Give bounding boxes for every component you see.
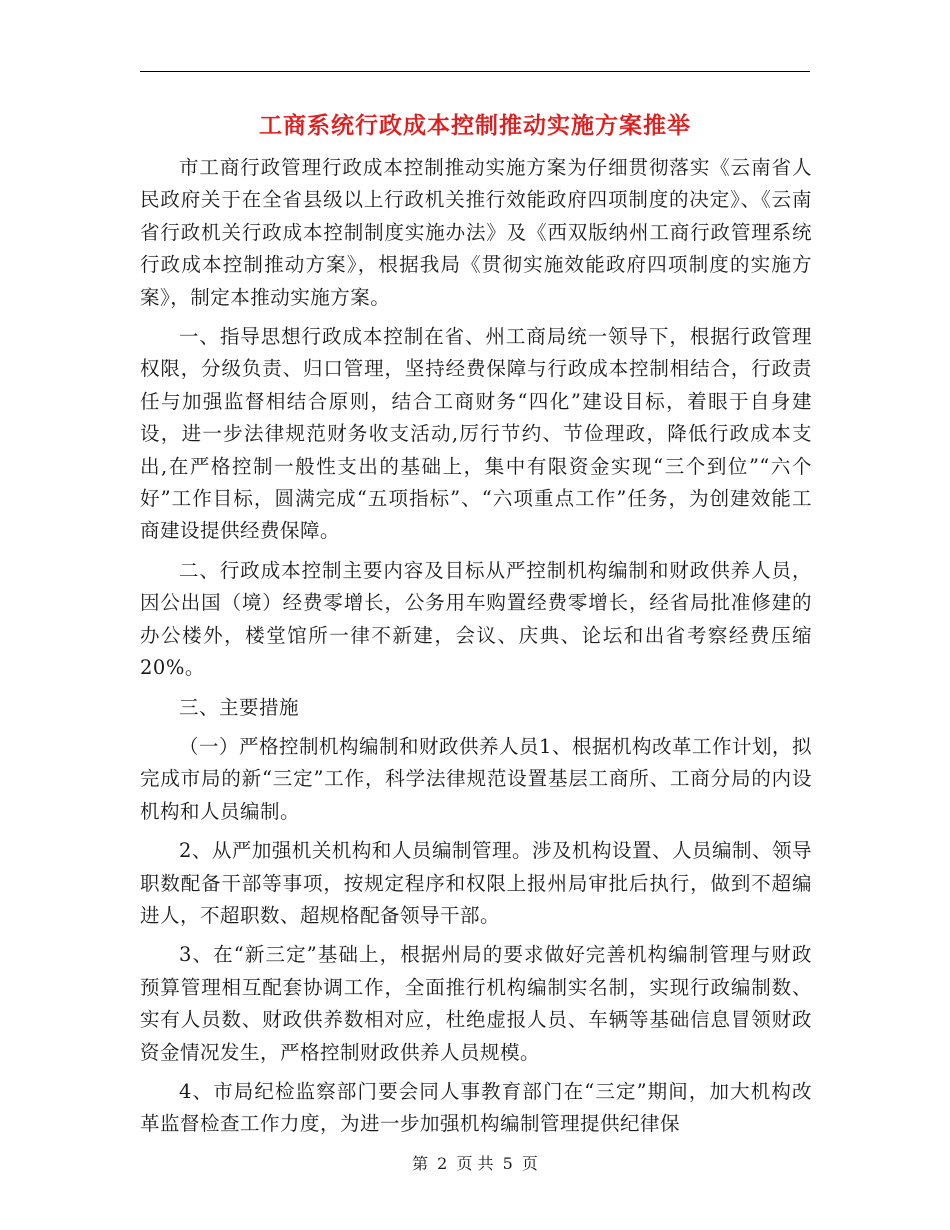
paragraph-measure-3: 3、在“新三定”基础上，根据州局的要求做好完善机构编制管理与财政预算管理相互配套协调工作，全面推行机构编制实名制，实现行政编制数、实有人员数、财政供养数相对应，杜绝虚报人员、车辆等基础信息冒领财政资金情况发生，严格控制财政供养人员规模。 (140, 943, 812, 1064)
footer-prefix: 第 (412, 1154, 429, 1173)
paragraph-measure-1: （一）严格控制机构编制和财政供养人员1、根据机构改革工作计划，拟完成市局的新“三定”工作，科学法律规范设置基层工商所、工商分局的内设机构和人员编制。 (140, 734, 812, 823)
paragraph-main-measures-heading: 三、主要措施 (179, 695, 300, 719)
footer-middle: 页 共 (456, 1154, 494, 1173)
paragraph-guiding-ideology: 一、指导思想行政成本控制在省、州工商局统一领导下，根据行政管理权限，分级负责、归口管理，坚持经费保障与行政成本控制相结合，行政责任与加强监督相结合原则，结合工商财务“四化”建设目标，着眼于自身建设，进一步法律规范财务收支活动,厉行节约、节俭理政，降低行政成本支出,在严格控制一般性支出的基础上，集中有限资金实现“三个到位”“六个好”工作目标，圆满完成“五项指标”、“六项重点工作”任务，为创建效能工商建设提供经费保障。 (140, 325, 812, 543)
paragraph-measure-4: 4、市局纪检监察部门要会同人事教育部门在“三定”期间，加大机构改革监督检查工作力度，为进一步加强机构编制管理提供纪律保 (140, 1079, 812, 1136)
paragraph-intro: 市工商行政管理行政成本控制推动实施方案为仔细贯彻落实《云南省人民政府关于在全省县级以上行政机关推行效能政府四项制度的决定》、《云南省行政机关行政成本控制制度实施办法》及《西双版纳州工商行政管理系统行政成本控制推动方案》，根据我局《贯彻实施效能政府四项制度的实施方案》，制定本推动实施方案。 (140, 156, 812, 309)
footer-page-number: 2 (437, 1154, 448, 1173)
footer-suffix: 页 (521, 1154, 538, 1173)
document-body (140, 152, 812, 1141)
document-title: 工商系统行政成本控制推动实施方案推举 (259, 112, 691, 139)
header-rule (140, 71, 810, 72)
page-footer (0, 1153, 950, 1175)
footer-total-pages: 5 (502, 1154, 513, 1173)
paragraph-measure-2: 2、从严加强机关机构和人员编制管理。涉及机构设置、人员编制、领导职数配备干部等事项，按规定程序和权限上报州局审批后执行，做到不超编进人，不超职数、超规格配备领导干部。 (140, 839, 812, 927)
paragraph-main-content: 二、行政成本控制主要内容及目标从严控制机构编制和财政供养人员，因公出国（境）经费零增长，公务用车购置经费零增长，经省局批准修建的办公楼外，楼堂馆所一律不新建，会议、庆典、论坛和出省考察经费压缩20%。 (140, 558, 812, 680)
